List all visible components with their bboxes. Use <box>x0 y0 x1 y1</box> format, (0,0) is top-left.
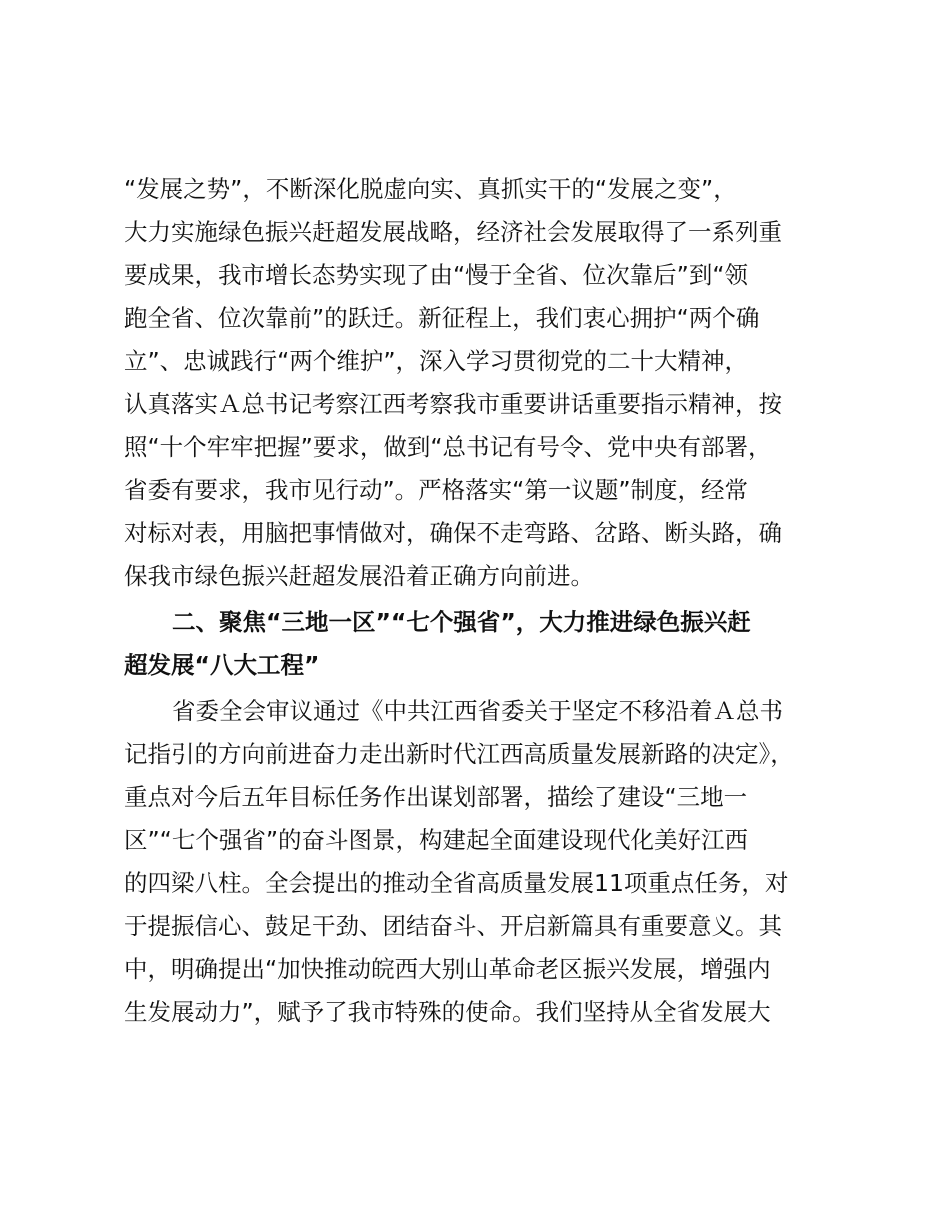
body-text-line: 立”、忠诚践行“两个维护”，深入学习贯彻党的二十大精神， <box>124 347 749 375</box>
body-text-line: 省委有要求，我市见行动”。严格落实“第一议题”制度，经常 <box>124 476 749 504</box>
body-text-line: 对标对表，用脑把事情做对，确保不走弯路、岔路、断头路，确 <box>124 519 782 547</box>
body-text-line: 大力实施绿色振兴赶超发展战略，经济社会发展取得了一系列重 <box>124 218 782 246</box>
body-text-line: 生发展动力”，赋予了我市特殊的使命。我们坚持从全省发展大 <box>124 998 771 1026</box>
body-text-line: 认真落实Ａ总书记考察江西考察我市重要讲话重要指示精神，按 <box>124 390 782 418</box>
body-text-line: 跑全省、位次靠前”的跃迁。新征程上，我们衷心拥护“两个确 <box>124 304 760 332</box>
paragraph-first-line: 省委全会审议通过《中共江西省委关于坚定不移沿着Ａ总书 <box>172 697 783 725</box>
body-text-line: 保我市绿色振兴赶超发展沿着正确方向前进。 <box>124 562 594 590</box>
body-text-line: 重点对今后五年目标任务作出谋划部署，描绘了建设“三地一 <box>124 783 748 811</box>
body-text-line: 照“十个牢牢把握”要求，做到“总书记有号令、党中央有部署， <box>124 433 772 461</box>
body-text-line: 中，明确提出“加快推动皖西大别山革命老区振兴发展，增强内 <box>124 955 771 983</box>
body-text-line: 的四梁八柱。全会提出的推动全省高质量发展11项重点任务，对 <box>124 869 789 897</box>
body-text-line: 区”“七个强省”的奋斗图景，构建起全面建设现代化美好江西 <box>124 826 749 854</box>
body-text-line: 于提振信心、鼓足干劲、团结奋斗、开启新篇具有重要意义。其 <box>124 912 782 940</box>
body-text-line: 记指引的方向前进奋力走出新时代江西高质量发展新路的决定》， <box>124 740 794 768</box>
body-text-line: 要成果，我市增长态势实现了由“慢于全省、位次靠后”到“领 <box>124 261 749 289</box>
section-heading-continued: 超发展“八大工程” <box>124 651 320 679</box>
body-text-line: “发展之势”，不断深化脱虚向实、真抓实干的“发展之变”， <box>124 175 737 203</box>
section-heading: 二、聚焦“三地一区”“七个强省”，大力推进绿色振兴赶 <box>172 608 751 636</box>
